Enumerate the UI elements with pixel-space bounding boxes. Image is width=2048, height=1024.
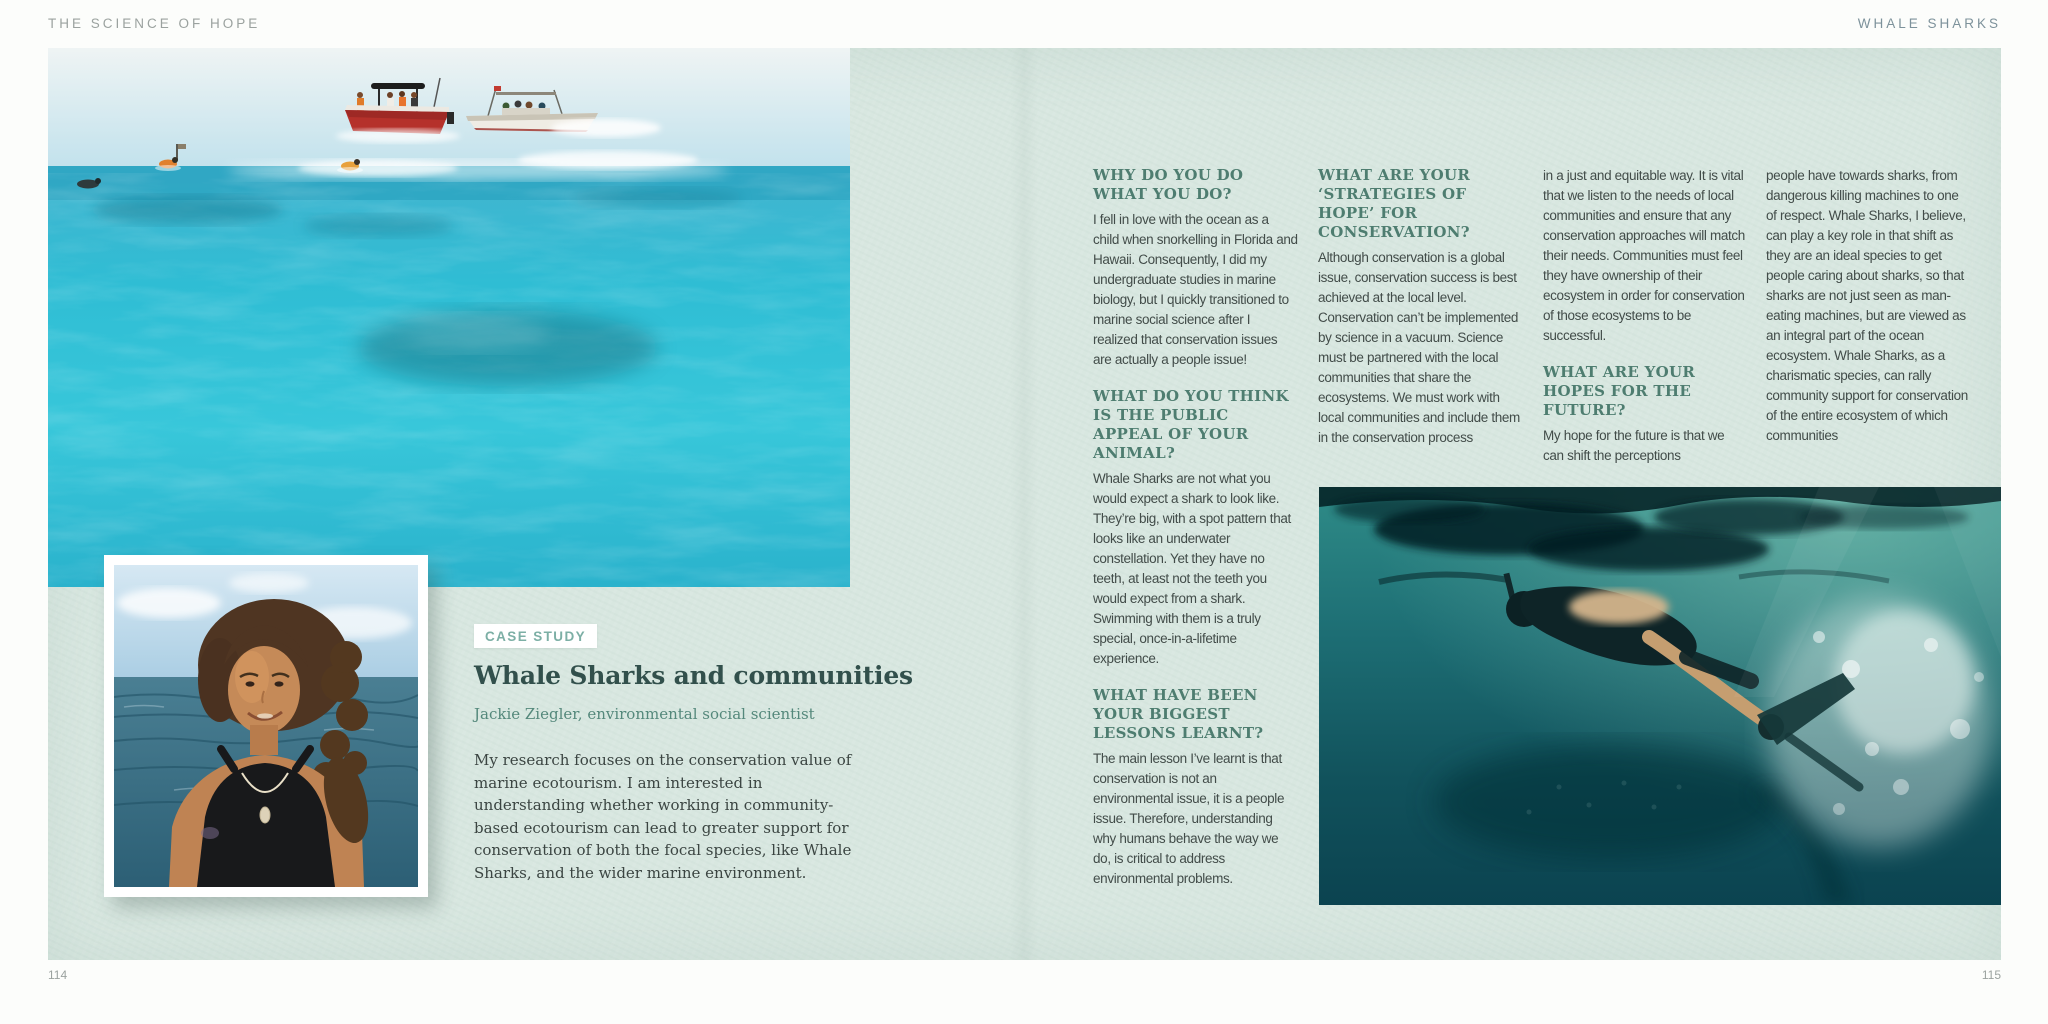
qa-answer: My hope for the future is that we can shift the perceptions [1543, 428, 1725, 463]
case-study-byline: Jackie Ziegler, environmental social scientist [474, 705, 815, 723]
qa-answer: Although conservation is a global issue, conservation success is best achieved at the local level. Conservation can’t be implemented by science in a vacuum. Science must be partnered with the local communities that share the ecosystems. We must work with local communities and include them in the conservation process [1318, 250, 1520, 445]
interview-column-4 [1766, 166, 1971, 463]
ocean-photo [48, 48, 850, 587]
qa-section [1093, 387, 1298, 669]
case-study-intro: My research focuses on the conservation value of marine ecotourism. I am interested in understanding whether working in community-based ecotourism can lead to greater support for conservation of both the focal species, like Whale Sharks, and the wider marine environment. [474, 751, 852, 882]
interview-column-2 [1318, 166, 1523, 465]
case-study-block [474, 624, 913, 884]
qa-answer: The main lesson I’ve learnt is that conservation is not an environmental issue, it is a people issue. Therefore, understanding why humans behave the way we do, is critical to address environmental problems. [1093, 751, 1285, 886]
interview-column-3 [1543, 166, 1748, 483]
qa-answer: I fell in love with the ocean as a child when snorkelling in Florida and Hawaii. Consequently, I did my undergraduate studies in marine biology, but I quickly transitioned to marine social science after I realized that conservation issues are actually a people issue! [1093, 212, 1298, 367]
underwater-photo [1319, 487, 2001, 905]
qa-question: WHAT ARE YOUR ‘STRATEGIES OF HOPE’ FOR CONSERVATION? [1318, 166, 1471, 241]
page-number-left: 114 [48, 968, 68, 982]
case-study-title: Whale Sharks and communities [474, 661, 913, 690]
qa-question: WHY DO YOU DO WHAT YOU DO? [1093, 166, 1244, 203]
page-gutter [1010, 48, 1038, 960]
book-spread [48, 48, 2001, 960]
qa-section [1543, 363, 1748, 466]
running-head-book-title: THE SCIENCE OF HOPE [48, 16, 261, 31]
qa-section [1318, 166, 1523, 448]
qa-section [1093, 166, 1298, 370]
qa-question: WHAT HAVE BEEN YOUR BIGGEST LESSONS LEARNT? [1093, 686, 1264, 742]
qa-answer-continued: people have towards sharks, from dangerous killing machines to one of respect. Whale Sharks, I believe, can play a key role in that shift as they are an ideal species to get people caring about sharks, so that sharks are not just seen as man-eating machines, but are viewed as an integral part of the ocean ecosystem. Whale Sharks, as a charismatic species, can rally community support for conservation of the entire ecosystem of which communities [1766, 168, 1968, 443]
case-study-badge: CASE STUDY [474, 624, 597, 648]
qa-question: WHAT ARE YOUR HOPES FOR THE FUTURE? [1543, 363, 1696, 419]
interview-column-1 [1093, 166, 1298, 906]
whale-shark-shadow [358, 310, 658, 386]
page-number-right: 115 [1981, 968, 2001, 982]
qa-question: WHAT DO YOU THINK IS THE PUBLIC APPEAL OF YOUR ANIMAL? [1093, 387, 1289, 462]
qa-answer: Whale Sharks are not what you would expect a shark to look like. They’re big, with a spot pattern that looks like an underwater constellation. Yet they have no teeth, at least not the teeth you would expect from a shark. Swimming with them is a truly special, once-in-a-lifetime experience. [1093, 471, 1291, 666]
qa-answer-continued: in a just and equitable way. It is vital that we listen to the needs of local communities and ensure that any conservation approaches will match their needs. Communities must feel they have ownership of their ecosystem in order for conservation of those ecosystems to be successful. [1543, 168, 1745, 343]
running-head-chapter: WHALE SHARKS [1857, 16, 2001, 31]
qa-section [1093, 686, 1298, 889]
portrait-photo [104, 555, 428, 897]
